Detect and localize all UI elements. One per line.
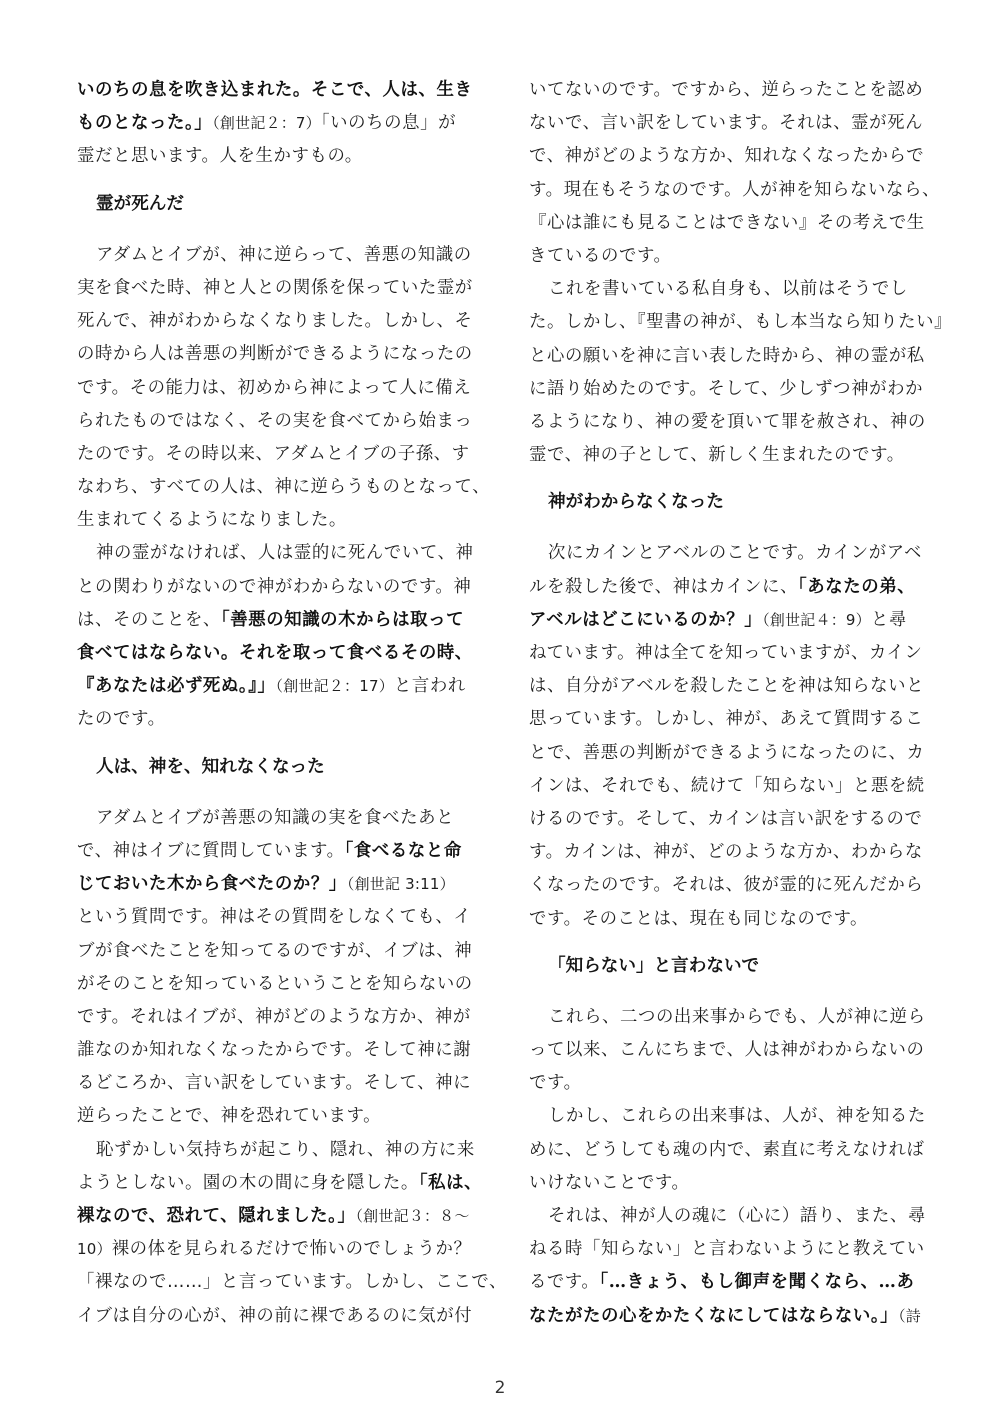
text-span: いてないのです。ですから、逆らったことを認め (529, 80, 924, 100)
text-line (77, 703, 481, 736)
text-line (529, 670, 933, 703)
text-line (77, 1100, 481, 1133)
text-line (77, 372, 481, 405)
text-line (77, 140, 481, 173)
text-line (529, 207, 933, 240)
text-span: 実を食べた時、神と人との関係を保っていた霊が (77, 277, 473, 298)
text-span: 霊で、神の子として、新しく生まれたのです。 (529, 445, 905, 466)
text-line (77, 438, 481, 471)
text-span: アダムとイブが善悪の知識の実を食べたあと (96, 807, 455, 828)
text-line (77, 1167, 481, 1200)
text-span: と尋 (870, 609, 907, 630)
text-span: の時から人は善悪の判断ができるようになったの (77, 344, 473, 365)
section-heading: 人は、神を、知れなくなった (96, 756, 325, 777)
text-line (529, 836, 933, 869)
scripture-quote: 食べてはならない。それを取って食べるその時、 (77, 643, 473, 663)
text-line (529, 1233, 933, 1266)
text-span: とで、善悪の判断ができるようになったのに、カ (529, 742, 925, 763)
text-span: 逆らったことで、神を恐れています。 (77, 1106, 382, 1127)
section-heading: 霊が死んだ (96, 193, 184, 214)
text-span: くなったのです。それは、彼が霊的に死んだから (529, 875, 924, 896)
text-line (529, 406, 933, 439)
text-span: それは、神が人の魂に（心に）語り、また、尋 (548, 1206, 926, 1226)
scripture-reference: （創世記３：８～ (355, 1207, 470, 1225)
scripture-quote: 「…きょう、もし御声を聞くなら、…あ (599, 1272, 915, 1293)
scripture-quote: 「あなたの弟、 (798, 576, 916, 597)
text-line (529, 74, 933, 107)
text-span: 次にカインとアベルのことです。カインがアベ (548, 543, 922, 564)
section-heading: 神がわからなくなった (548, 492, 724, 513)
text-span: イブは自分の心が、神の前に裸であるのに気が付 (77, 1305, 473, 1326)
text-line (529, 273, 933, 306)
text-line (529, 1266, 933, 1299)
text-span: 生まれてくるようになりました。 (77, 510, 347, 531)
scripture-reference: （創世記 3:11） (346, 875, 455, 894)
text-span: るどころか、言い訳をしています。そして、神に (77, 1073, 472, 1094)
text-span: との関わりがないので神がわからないのです。神 (77, 576, 472, 597)
text-line (77, 1001, 481, 1034)
text-line (529, 306, 953, 339)
text-line (77, 74, 481, 107)
text-line (77, 835, 481, 868)
text-span: ないで、言い訳をしています。それは、霊が死ん (529, 113, 924, 134)
continued-paragraph (529, 74, 953, 472)
text-span: ねています。神は全てを知っていますが、カイン (529, 643, 923, 663)
text-line (529, 1034, 933, 1067)
text-span: は、そのことを、 (77, 609, 221, 630)
text-span: ようとしない。園の木の間に身を隠した。 (77, 1172, 419, 1193)
text-line (77, 405, 481, 438)
text-span: 神の霊がなければ、人は霊的に死んでいて、神 (96, 543, 474, 564)
text-span: これを書いている私自身も、以前はそうでし (548, 279, 908, 300)
text-span: です。その能力は、初めから神によって人に備え (77, 377, 472, 398)
text-span: しかし、これらの出来事は、人が、神を知るた (548, 1106, 926, 1127)
text-line (77, 338, 481, 371)
text-span: 『心は誰にも見ることはできない』その考えで生 (529, 212, 925, 233)
text-line (77, 935, 481, 968)
text-line (529, 571, 933, 604)
text-line (529, 869, 933, 902)
text-line (77, 1200, 481, 1233)
text-span: 思っています。しかし、神が、あえて質問するこ (529, 709, 924, 730)
text-span: 「いのちの息」が (320, 113, 457, 134)
text-span: インは、それでも、続けて「知らない」と悪を続 (529, 775, 925, 796)
text-line (77, 1034, 481, 1067)
scripture-reference: （創世記２：7） (212, 114, 321, 133)
section-body (77, 239, 491, 737)
text-line (529, 373, 933, 406)
intro-paragraph (77, 74, 481, 174)
scripture-quote: なたがたの心をかたくなにしてはならない。」 (529, 1305, 899, 1326)
text-line (77, 571, 481, 604)
text-span: いけないことです。 (529, 1172, 690, 1193)
scripture-reference: （創世記２：17） (275, 677, 394, 696)
text-line (77, 802, 481, 835)
text-line (529, 1067, 933, 1100)
scripture-quote: 「善悪の知識の木からは取って (220, 609, 465, 630)
scripture-quote: アベルはどこにいるのか？」 (529, 609, 763, 630)
text-line (77, 537, 481, 570)
left-column (77, 74, 508, 1333)
text-line (529, 1200, 933, 1233)
text-span: たのです。 (77, 709, 166, 730)
text-span: た。しかし、『聖書の神が、もし本当なら知りたい』 (529, 312, 953, 333)
text-span: ねる時「知らない」と言わないようにと教えてい (529, 1239, 925, 1260)
text-span: す。カインは、神が、どのような方か、わからな (529, 842, 923, 863)
scripture-quote: ものとなった。」 (77, 113, 213, 134)
scripture-quote: 『あなたは必ず死ぬ。』」 (77, 676, 276, 697)
text-span: これら、二つの出来事からでも、人が神に逆ら (548, 1006, 926, 1027)
text-span: アダムとイブが、神に逆らって、善悪の知識の (96, 244, 472, 265)
text-line (77, 604, 481, 637)
text-line (77, 670, 481, 703)
text-line (529, 174, 941, 207)
section-body (77, 802, 508, 1333)
text-line (77, 471, 491, 504)
text-span: 霊だと思います。人を生かすもの。 (77, 146, 363, 167)
text-line (529, 903, 933, 936)
text-line (529, 1300, 933, 1333)
text-span: るようになり、神の愛を頂いて罪を赦され、神の (529, 411, 926, 432)
text-span: で、神はイブに質問しています。 (77, 840, 345, 861)
text-span: 裸の体を見られるだけで怖いのでしょうか？ (111, 1239, 472, 1260)
section-body (529, 1001, 933, 1333)
text-line (529, 604, 933, 637)
text-span: は、自分がアベルを殺したことを神は知らないと (529, 676, 925, 697)
text-line (529, 439, 933, 472)
text-span: って以来、こんにちまで、人は神がわからないの (529, 1040, 925, 1061)
text-span: 恥ずかしい気持ちが起こり、隠れ、神の方に来 (96, 1139, 475, 1160)
text-span: です。そのことは、現在も同じなのです。 (529, 908, 869, 929)
text-span: 「裸なので……」と言っています。しかし、ここで、 (77, 1272, 508, 1293)
text-span: めに、どうしても魂の内で、素直に考えなければ (529, 1139, 925, 1160)
text-line (77, 1266, 508, 1299)
text-span: ブが食べたことを知ってるのですが、イブは、神 (77, 940, 473, 961)
text-line (529, 737, 933, 770)
scripture-quote: 裸なので、恐れて、隠れました。」 (77, 1206, 356, 1226)
text-line (77, 107, 481, 140)
text-line (77, 968, 481, 1001)
text-line (77, 637, 481, 670)
text-line (77, 901, 481, 934)
text-line (77, 1300, 481, 1333)
text-span: けるのです。そして、カインは言い訳をするので (529, 808, 923, 829)
scripture-quote: 「私は、 (418, 1172, 483, 1193)
text-line (529, 537, 933, 570)
text-span: 誰なのか知れなくなったからです。そして神に謝 (77, 1040, 472, 1061)
text-line (77, 868, 481, 901)
text-line (529, 803, 933, 836)
text-span: と言われ (393, 676, 466, 697)
scripture-reference: 10） (77, 1240, 112, 1259)
text-line (529, 240, 933, 273)
text-span: なわち、すべての人は、神に逆らうものとなって、 (77, 477, 491, 498)
scripture-reference: （詩 (898, 1306, 922, 1325)
text-line (77, 1134, 481, 1167)
text-line (77, 239, 481, 272)
text-line (529, 1167, 933, 1200)
text-span: で、神がどのような方か、知れなくなったからで (529, 146, 925, 167)
text-span: に語り始めたのです。そして、少しずつ神がわか (529, 378, 924, 399)
text-span: という質問です。神はその質問をしなくても、イ (77, 907, 472, 928)
text-span: きているのです。 (529, 245, 672, 266)
text-line (529, 1001, 933, 1034)
text-span: るです。 (529, 1272, 600, 1293)
text-line (77, 272, 481, 305)
text-line (529, 770, 933, 803)
text-line (77, 305, 481, 338)
text-span: す。現在もそうなのです。人が神を知らないなら、 (529, 179, 941, 200)
text-line (77, 1067, 481, 1100)
text-span: です。それはイブが、神がどのような方か、神が (77, 1006, 471, 1027)
text-line (77, 504, 481, 537)
section-body (529, 537, 933, 935)
scripture-quote: じておいた木から食べたのか？」 (77, 874, 347, 895)
text-span: たのです。その時以来、アダムとイブの子孫、す (77, 443, 470, 464)
text-line (529, 703, 933, 736)
section-heading: 「知らない」と言わないで (548, 955, 760, 976)
text-line (529, 1100, 933, 1133)
page-number: 2 (494, 1378, 506, 1398)
text-line (529, 1134, 933, 1167)
scripture-reference: （創世記４：9） (762, 610, 871, 629)
text-span: がそのことを知っているということを知らないの (77, 973, 473, 994)
text-line (529, 637, 933, 670)
text-line (529, 340, 933, 373)
text-span: 死んで、神がわからなくなりました。しかし、そ (77, 311, 473, 332)
scripture-quote: 「食べるなと命 (344, 840, 462, 861)
text-line (529, 140, 933, 173)
text-span: られたものではなく、その実を食べてから始まっ (77, 410, 473, 431)
text-line (529, 107, 933, 140)
scripture-quote: いのちの息を吹き込まれた。そこで、人は、生き (77, 80, 473, 100)
text-span: ルを殺した後で、神はカインに、 (529, 576, 798, 597)
text-line (77, 1233, 481, 1266)
text-span: です。 (529, 1073, 582, 1094)
right-column (529, 74, 953, 1333)
text-span: と心の願いを神に言い表した時から、神の霊が私 (529, 345, 925, 366)
